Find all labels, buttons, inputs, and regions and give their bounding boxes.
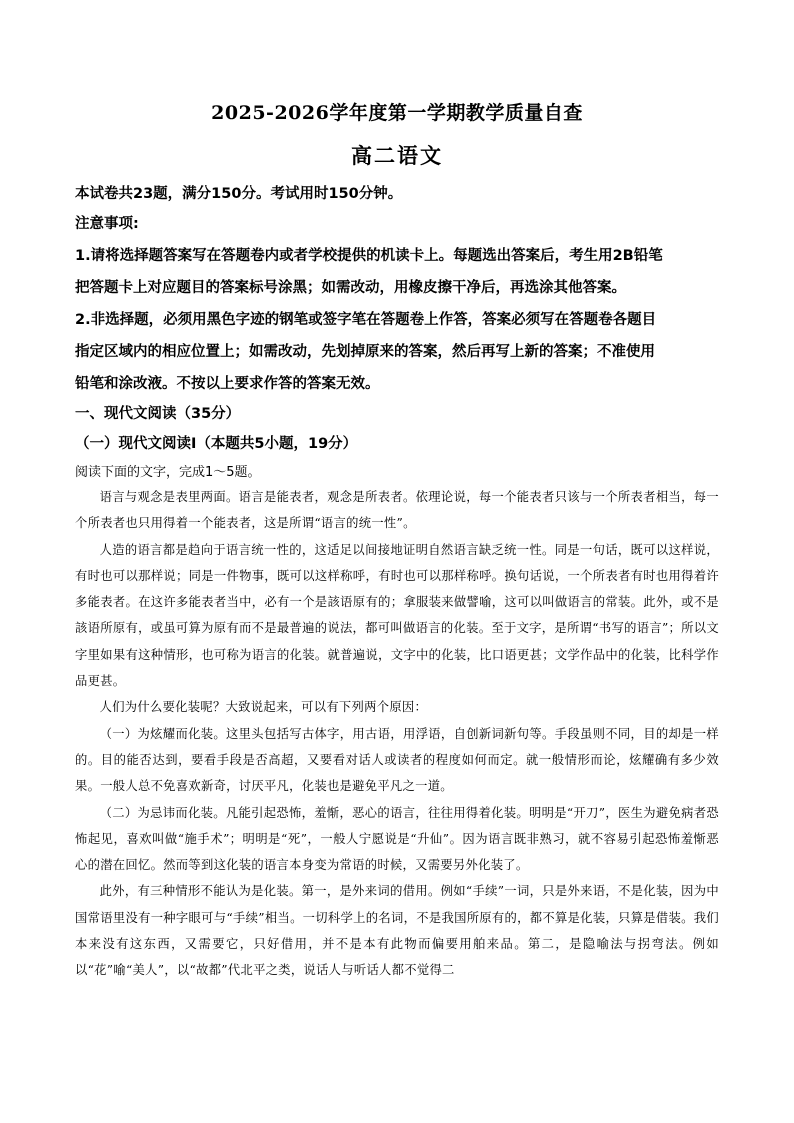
passage-paragraph: （一）为炫耀而化装。这里头包括写古体字，用古语，用浮语，自创新词新句等。手段虽则不同，目的却是一样的。目的能否达到，要看手段是否高超，又要看对话人或读者的程度如何而定。就一般情形而论，炫耀确有多少效果。一般人总不免喜欢新奇，讨厌平凡，化装也是避免平凡之一道。 xyxy=(75,726,719,794)
reading-direction: 阅读下面的文字，完成1～5题。 xyxy=(75,465,261,480)
exam-intro: 本试卷共23题，满分150分。考试用时150分钟。 xyxy=(75,186,403,202)
exam-title: 2025-2026学年度第一学期教学质量自查 xyxy=(211,102,583,124)
notice-item-1-line-1: 1.请将选择题答案写在答题卷内或者学校提供的机读卡上。每题选出答案后，考生用2B铅笔 xyxy=(75,248,663,264)
passage-paragraph: 人们为什么要化装呢？大致说起来，可以有下列两个原因： xyxy=(99,700,428,715)
notice-item-2-line-1: 2.非选择题，必须用黑色字迹的钢笔或签字笔在答题卷上作答，答案必须写在答题卷各题目 xyxy=(75,312,657,328)
passage-paragraph: 语言与观念是表里两面。语言是能表者，观念是所表者。依理论说，每一个能表者只该与一个所表者相当，每一个所表者也只用得着一个能表者，这是所谓“语言的统一性”。 xyxy=(75,490,719,531)
notice-item-1-line-2: 把答题卡上对应题目的答案标号涂黑；如需改动，用橡皮擦干净后，再选涂其他答案。 xyxy=(75,280,626,296)
passage-paragraph: 人造的语言都是趋向于语言统一性的，这适足以间接地证明自然语言缺乏统一性。同是一句话，既可以这样说，有时也可以那样说；同是一件物事，既可以这样称呼，有时也可以那样称呼。换句话说，一个所表者有时也用得着许多能表者。在这许多能表者当中，必有一个是該语原有的；拿服装来做譬喻，这可以叫做语言的常装。此外，或不是該语所原有，或虽可算为原有而不是最普遍的说法，都可叫做语言的化装。至于文字，是所谓“书写的语言”；所以文字里如果有这种情形，也可称为语言的化装。就普遍说，文字中的化装，比口语更甚；文学作品中的化装，比科学作品更甚。 xyxy=(75,542,719,689)
section-heading: 一、现代文阅读（35分） xyxy=(75,406,241,422)
sub-section-heading: （一）现代文阅读Ⅰ（本题共5小题，19分） xyxy=(75,436,358,452)
notice-item-2-line-2: 指定区域内的相应位置上；如需改动，先划掉原来的答案，然后再写上新的答案；不准使用 xyxy=(75,344,655,360)
exam-subject: 高二语文 xyxy=(351,143,443,168)
passage-paragraph: 此外，有三种情形不能认为是化装。第一，是外来词的借用。例如“手续”一词，只是外来语，不是化装，因为中国常语里没有一种字眼可与“手续”相当。一切科学上的名词，不是我国所原有的，都不算是化装，只算是借装。我们本来没有这东西，又需要它，只好借用，并不是本有此物而偏要用舶来品。第二，是隐喻法与拐弯法。例如以“花”喻“美人”，以“故都”代北平之类，说话人与听话人都不觉得二 xyxy=(75,884,719,978)
notice-label: 注意事项: xyxy=(75,216,139,232)
passage-paragraph: （二）为忌讳而化装。凡能引起恐怖，羞惭，恶心的语言，往往用得着化装。明明是“开刀”，医生为避免病者恐怖起见，喜欢叫做“施手术”；明明是“死”，一般人宁愿说是“升仙”。因为语言既非熟习，就不容易引起恐怖羞惭恶心的潜在回忆。然而等到这化装的语言本身变为常语的时候，又需要另外化装了。 xyxy=(75,805,719,873)
notice-item-2-line-3: 铅笔和涂改液。不按以上要求作答的答案无效。 xyxy=(75,376,380,392)
reading-passage xyxy=(75,484,719,984)
